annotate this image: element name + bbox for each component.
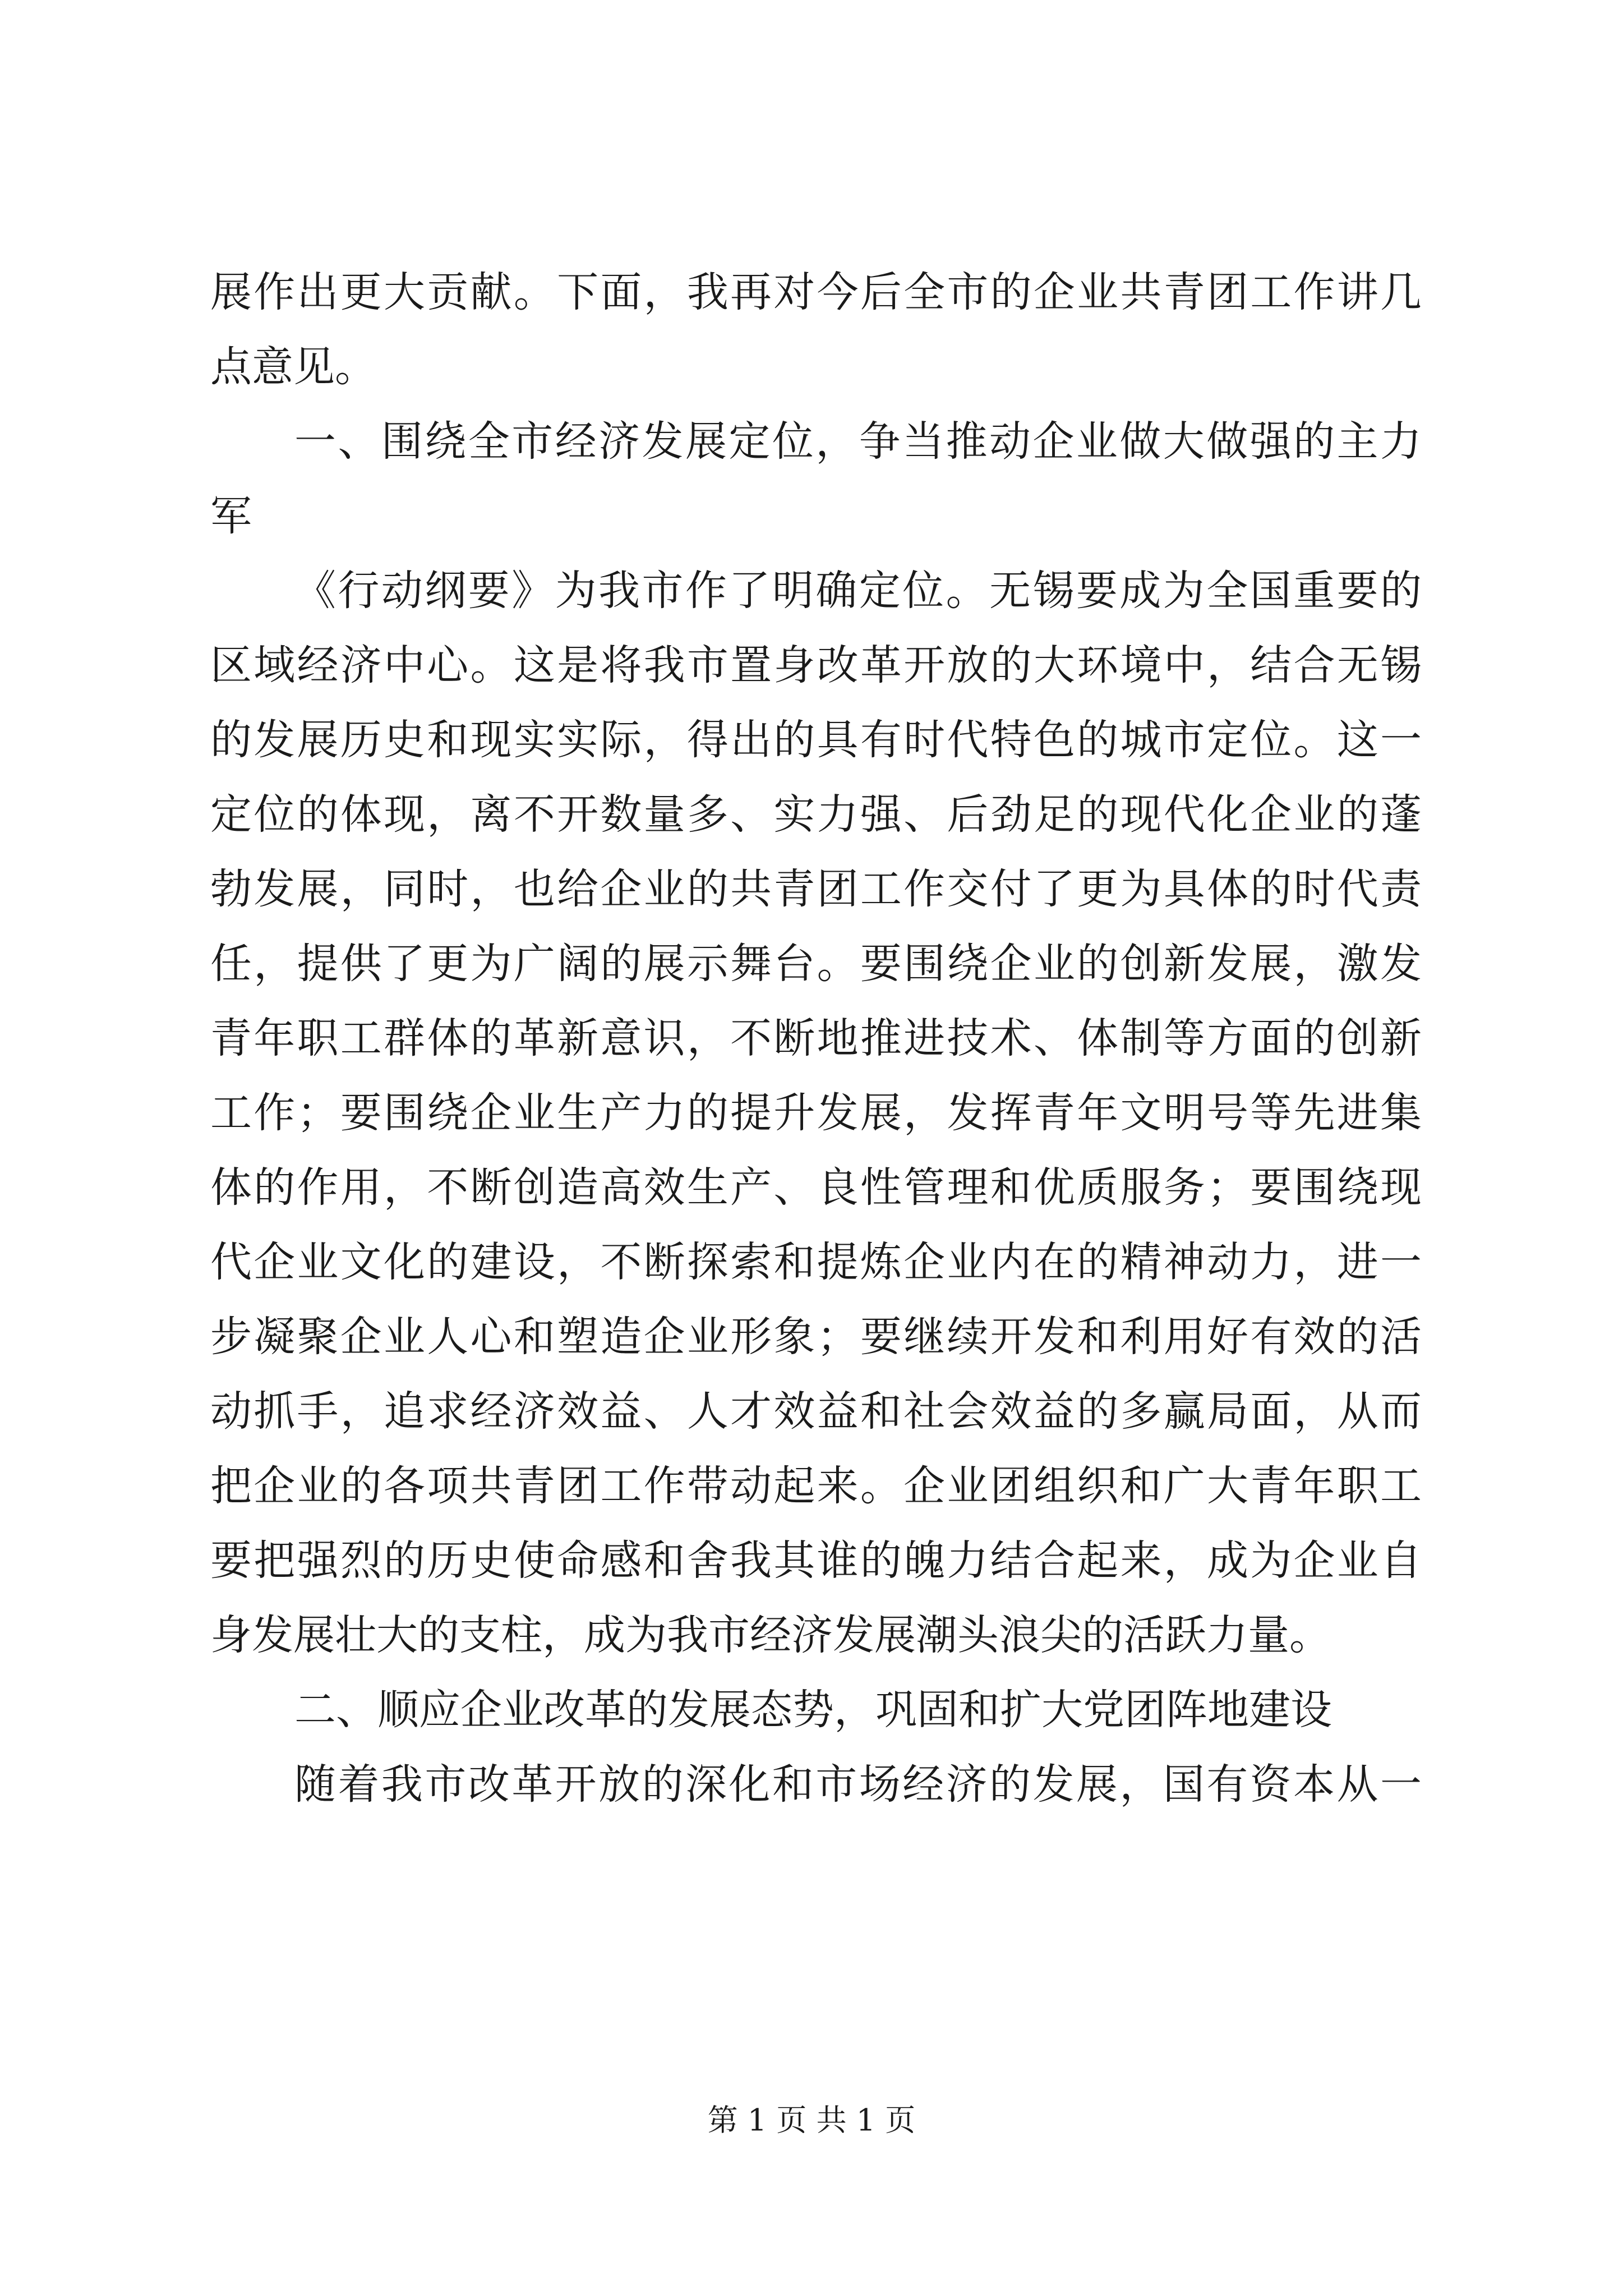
text-line: 要把强烈的历史使命感和舍我其谁的魄力结合起来，成为企业自: [210, 1536, 1422, 1585]
text-line: 动抓手，追求经济效益、人才效益和社会效益的多赢局面，从而: [210, 1387, 1422, 1435]
text-line: 的发展历史和现实实际，得出的具有时代特色的城市定位。这一: [210, 716, 1422, 764]
page-footer: 第 1 页 共 1 页: [707, 2102, 916, 2138]
text-line: 定位的体现，离不开数量多、实力强、后劲足的现代化企业的蓬: [210, 790, 1422, 839]
text-line: 点意见。: [210, 343, 376, 391]
text-line: 体的作用，不断创造高效生产、良性管理和优质服务；要围绕现: [210, 1163, 1422, 1212]
section-heading-line: 二、顺应企业改革的发展态势，巩固和扩大党团阵地建设: [294, 1686, 1332, 1734]
text-line: 展作出更大贡献。下面，我再对今后全市的企业共青团工作讲几: [210, 268, 1422, 316]
section-heading-line: 一、围绕全市经济发展定位，争当推动企业做大做强的主力: [294, 417, 1422, 466]
text-line: 把企业的各项共青团工作带动起来。企业团组织和广大青年职工: [210, 1462, 1422, 1510]
text-line: 步凝聚企业人心和塑造企业形象；要继续开发和利用好有效的活: [210, 1313, 1422, 1361]
text-line: 青年职工群体的革新意识，不断地推进技术、体制等方面的创新: [210, 1014, 1422, 1062]
text-line: 随着我市改革开放的深化和市场经济的发展，国有资本从一: [294, 1760, 1422, 1809]
section-heading-line: 军: [210, 492, 252, 540]
text-line: 代企业文化的建设，不断探索和提炼企业内在的精神动力，进一: [210, 1238, 1422, 1286]
text-line: 任，提供了更为广阔的展示舞台。要围绕企业的创新发展，激发: [210, 940, 1422, 988]
text-line: 身发展壮大的支柱，成为我市经济发展潮头浪尖的活跃力量。: [210, 1611, 1331, 1659]
text-line: 工作；要围绕企业生产力的提升发展，发挥青年文明号等先进集: [210, 1089, 1422, 1137]
text-line: 勃发展，同时，也给企业的共青团工作交付了更为具体的时代责: [210, 865, 1422, 913]
body-text: [210, 255, 1422, 1822]
text-line: 区域经济中心。这是将我市置身改革开放的大环境中，结合无锡: [210, 641, 1422, 689]
text-line: 《行动纲要》为我市作了明确定位。无锡要成为全国重要的: [294, 567, 1422, 615]
